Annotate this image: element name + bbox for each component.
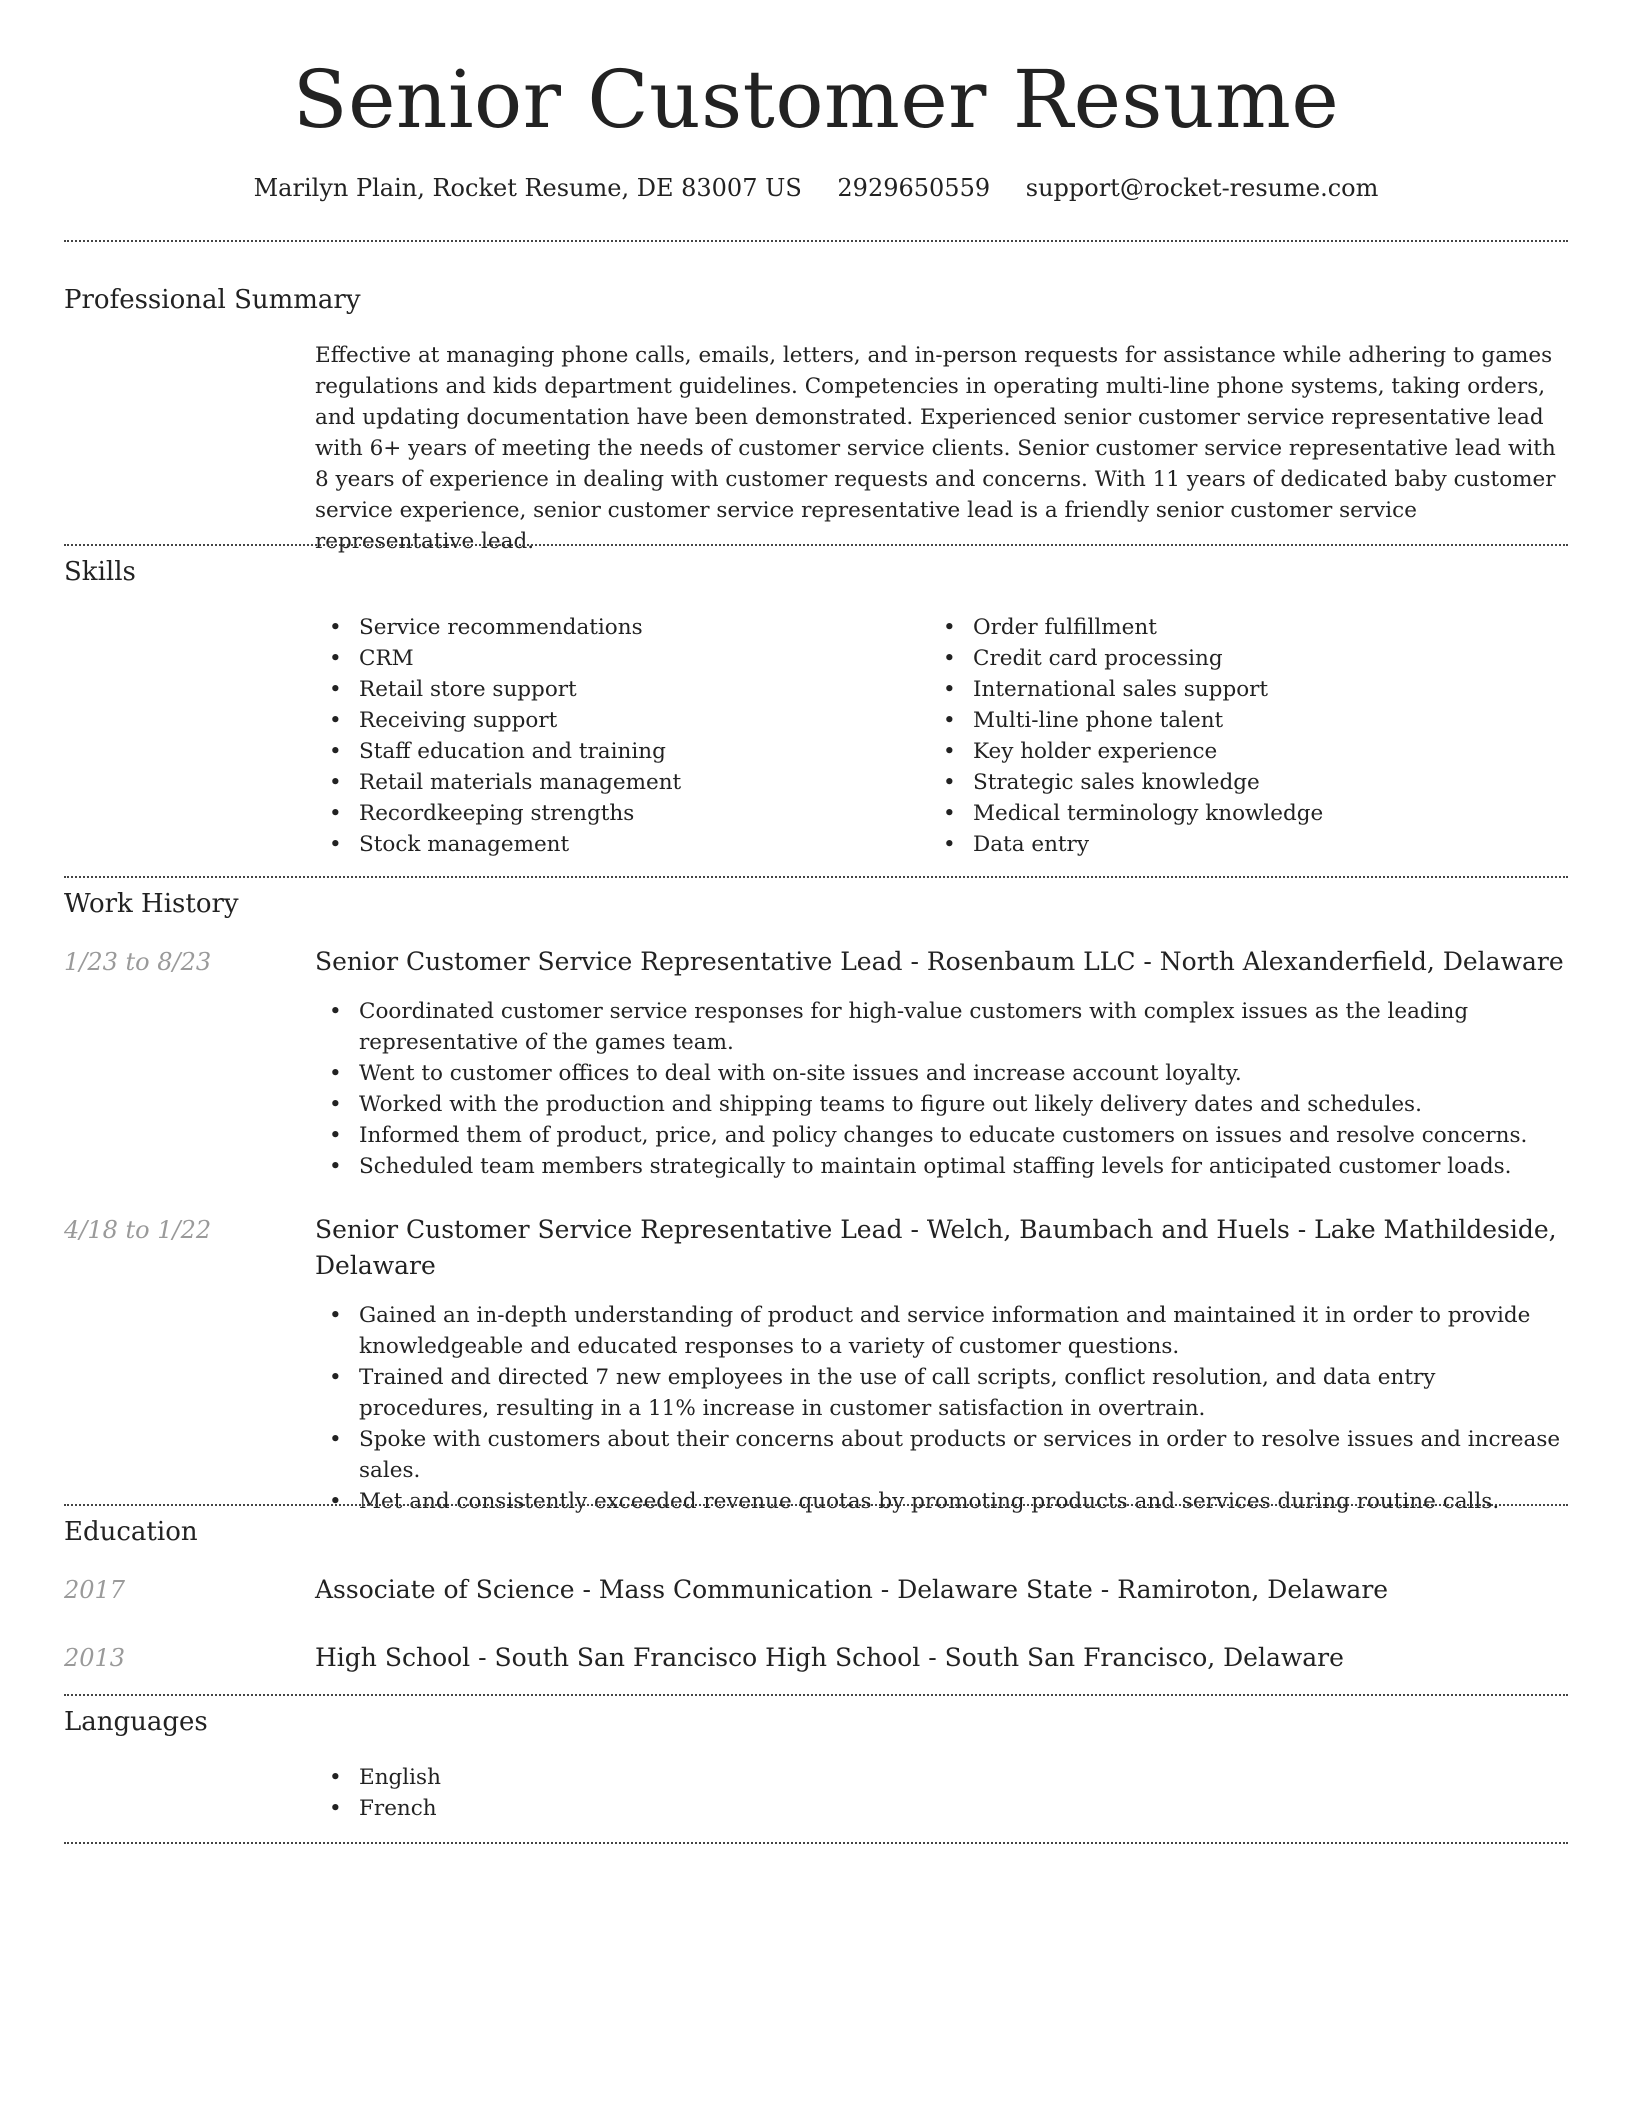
skill-item: • Retail store support <box>315 674 915 705</box>
job-bullet: • Scheduled team members strategically to maintain optimal staffing levels for anticipated customer loads. <box>315 1151 1568 1182</box>
section-title-skills: Skills <box>64 557 136 587</box>
divider <box>64 876 1568 878</box>
job-dates: 1/23 to 8/23 <box>64 948 212 976</box>
divider <box>64 544 1568 546</box>
skill-item: • Strategic sales knowledge <box>929 767 1529 798</box>
job-bullet: • Informed them of product, price, and policy changes to educate customers on issues and resolve concerns. <box>315 1120 1568 1151</box>
skill-item: • Staff education and training <box>315 736 915 767</box>
section-title-languages: Languages <box>64 1707 208 1737</box>
skills-list-left <box>315 612 915 860</box>
skill-item: • Service recommendations <box>315 612 915 643</box>
resume-title: Senior Customer Resume <box>292 53 1340 146</box>
skill-item: • CRM <box>315 643 915 674</box>
skill-item: • Stock management <box>315 829 915 860</box>
contact-phone: 2929650559 <box>837 174 991 202</box>
job-bullet: • Met and consistently exceeded revenue quotas by promoting products and services during routine calls. <box>315 1486 1568 1517</box>
job-bullet: • Spoke with customers about their concerns about products or services in order to resolve issues and increase sales. <box>315 1424 1568 1486</box>
languages-list <box>315 1762 915 1824</box>
education-entry: High School - South San Francisco High School - South San Francisco, Delaware <box>315 1643 1344 1672</box>
skill-item: • Recordkeeping strengths <box>315 798 915 829</box>
skill-item: • Medical terminology knowledge <box>929 798 1529 829</box>
contact-email: support@rocket-resume.com <box>1025 174 1379 202</box>
skill-item: • Multi-line phone talent <box>929 705 1529 736</box>
language-item: • English <box>315 1762 915 1793</box>
education-entry: Associate of Science - Mass Communication - Delaware State - Ramiroton, Delaware <box>315 1575 1389 1604</box>
contact-address: Marilyn Plain, Rocket Resume, DE 83007 US <box>253 174 802 202</box>
summary-text: Effective at managing phone calls, emails, letters, and in-person requests for assistance while adhering to games regulations and kids department guidelines. Competencies in operating multi-line phone systems, taking orders, and updating documentation have been demonstrated. Experienced senior customer service representative lead with 6+ years of meeting the needs of customer service clients. Senior customer service representative lead with 8 years of experience in dealing with customer requests and concerns. With 11 years of dedicated baby customer service experience, senior customer service representative lead is a friendly senior customer service representative lead. <box>315 343 1556 554</box>
section-title-summary: Professional Summary <box>64 285 361 315</box>
skill-item: • Credit card processing <box>929 643 1529 674</box>
section-title-work: Work History <box>64 889 239 919</box>
divider <box>64 1842 1568 1844</box>
skill-item: • International sales support <box>929 674 1529 705</box>
job-bullet: • Gained an in-depth understanding of product and service information and maintained it in order to provide knowledgeable and educated responses to a variety of customer questions. <box>315 1300 1568 1362</box>
skill-item: • Retail materials management <box>315 767 915 798</box>
education-year: 2017 <box>64 1576 126 1604</box>
section-title-education: Education <box>64 1517 198 1547</box>
education-year: 2013 <box>64 1644 126 1672</box>
job-dates: 4/18 to 1/22 <box>64 1216 212 1244</box>
job-title: Senior Customer Service Representative Lead - Rosenbaum LLC - North Alexanderfield, Delaware <box>315 947 1564 976</box>
skill-item: • Receiving support <box>315 705 915 736</box>
job-bullet: • Coordinated customer service responses for high-value customers with complex issues as the leading representative of the games team. <box>315 996 1568 1058</box>
job-title: Senior Customer Service Representative Lead - Welch, Baumbach and Huels - Lake Mathildeside, Delaware <box>315 1215 1557 1280</box>
language-item: • French <box>315 1793 915 1824</box>
skills-list-right <box>929 612 1529 860</box>
skill-item: • Key holder experience <box>929 736 1529 767</box>
skill-item: • Data entry <box>929 829 1529 860</box>
skill-item: • Order fulfillment <box>929 612 1529 643</box>
divider <box>64 1504 1568 1506</box>
divider <box>64 1694 1568 1696</box>
job-bullets <box>315 996 1568 1182</box>
contact-line <box>0 170 1632 206</box>
job-bullet: • Went to customer offices to deal with on-site issues and increase account loyalty. <box>315 1058 1568 1089</box>
job-bullets <box>315 1300 1568 1517</box>
job-bullet: • Worked with the production and shipping teams to figure out likely delivery dates and schedules. <box>315 1089 1568 1120</box>
divider <box>64 240 1568 242</box>
job-bullet: • Trained and directed 7 new employees in the use of call scripts, conflict resolution, and data entry procedures, resulting in a 11% increase in customer satisfaction in overtrain. <box>315 1362 1568 1424</box>
